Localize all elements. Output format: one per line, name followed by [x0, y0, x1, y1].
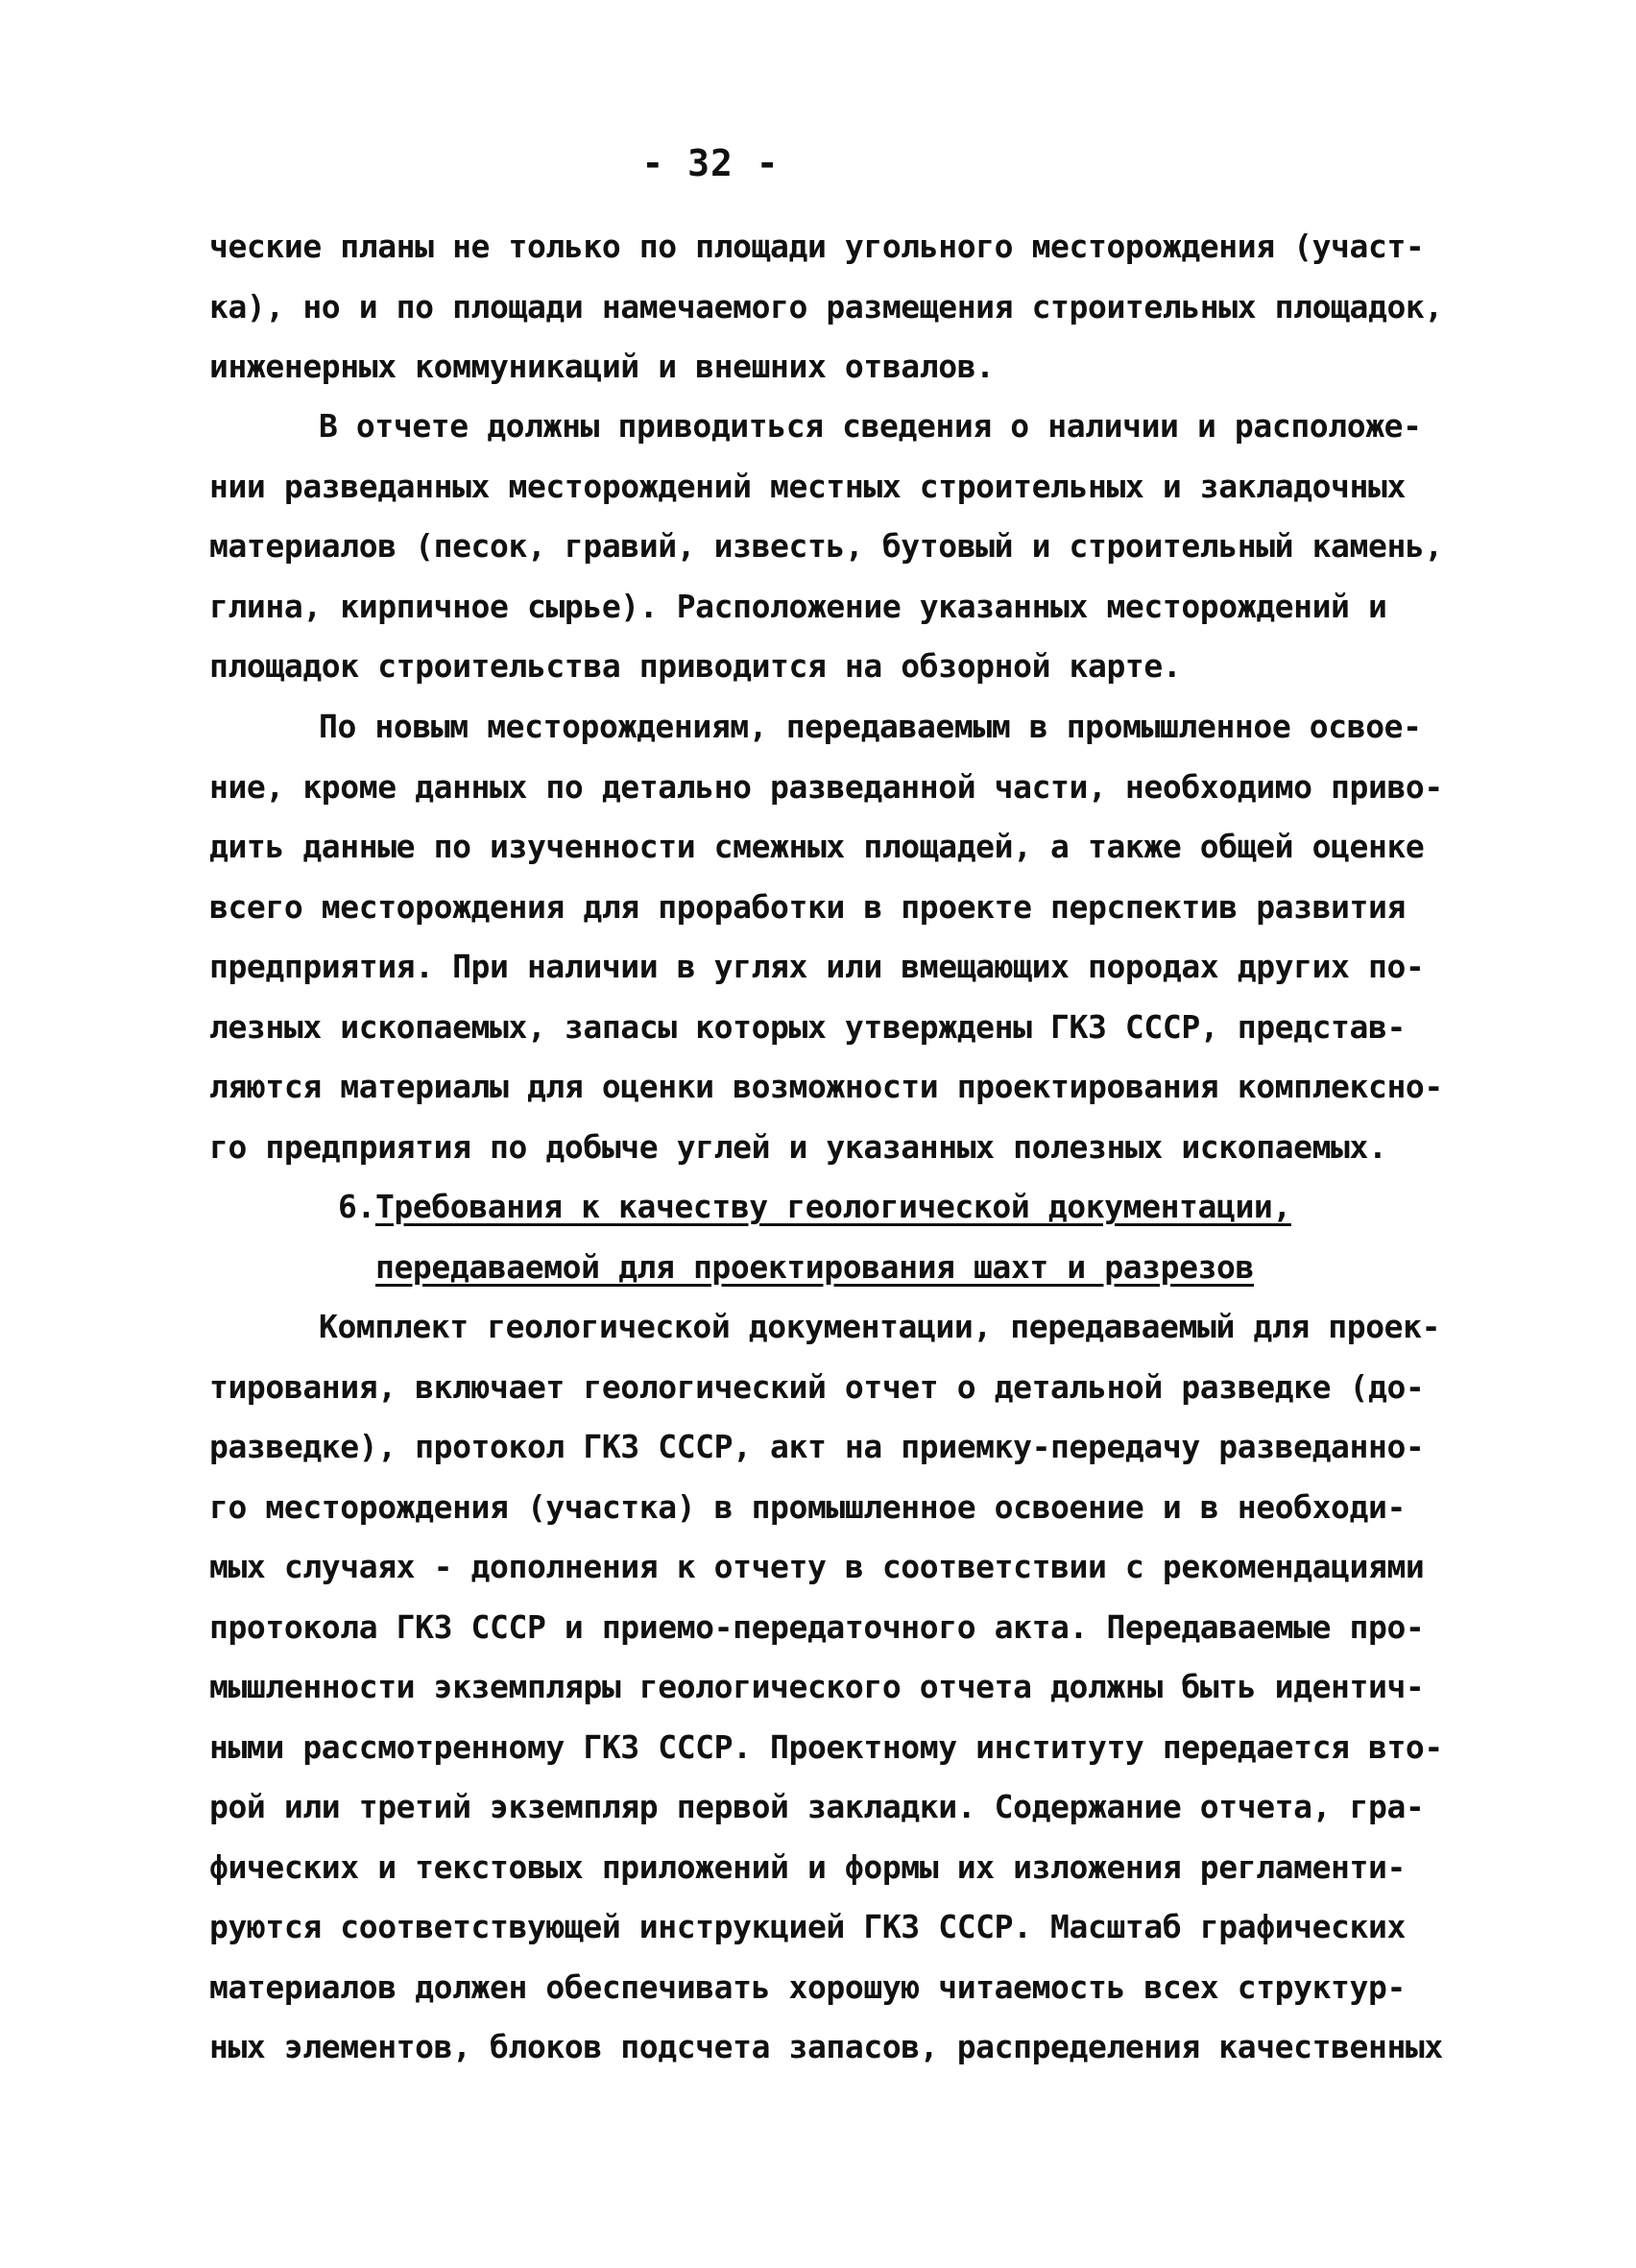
text-line: ляются материалы для оценки возможности проектирования комплексно- — [209, 1068, 1443, 1105]
text-line: руются соответствующей инструкцией ГКЗ СССР. Масштаб графических — [209, 1908, 1406, 1945]
section-heading — [209, 1177, 1448, 1297]
text-line: го месторождения (участка) в промышленное освоение и в необходи- — [209, 1487, 1406, 1526]
text-line: материалов (песок, гравий, известь, бутовый и строительный камень, — [209, 527, 1443, 565]
text-line: лезных ископаемых, запасы которых утверждены ГКЗ СССР, представ- — [209, 1007, 1406, 1046]
text-line: предприятия. При наличии в углях или вмещающих породах других по- — [209, 948, 1425, 985]
text-line: глина, кирпичное сырье). Расположение указанных месторождений и — [209, 587, 1387, 625]
paragraph-2 — [209, 397, 1448, 697]
text-line: протокола ГКЗ СССР и приемо-передаточного акта. Передаваемые про- — [209, 1607, 1425, 1646]
text-line: материалов должен обеспечивать хорошую читаемость всех структур- — [209, 1967, 1406, 2006]
paragraph-3 — [209, 697, 1448, 1177]
text-line: разведке), протокол ГКЗ СССР, акт на приемку-передачу разведанно- — [209, 1428, 1425, 1465]
paragraph-4 — [209, 1297, 1448, 2078]
text-line: В отчете должны приводиться сведения о наличии и расположе- — [319, 407, 1422, 445]
heading-title-part-1: Требования к качеству геологической документации, — [374, 1188, 1291, 1225]
text-line: инженерных коммуникаций и внешних отвалов. — [209, 348, 995, 385]
text-line: мых случаях - дополнения к отчету в соответствии с рекомендациями — [209, 1548, 1425, 1585]
text-line: нии разведанных месторождений местных строительных и закладочных — [209, 467, 1406, 505]
text-line: го предприятия по добыче углей и указанных полезных ископаемых. — [209, 1127, 1387, 1166]
paragraph-1 — [209, 217, 1448, 398]
text-line: ние, кроме данных по детально разведанной части, необходимо приво- — [209, 767, 1443, 806]
heading-line-2 — [209, 1238, 1448, 1298]
text-line: площадок строительства приводится на обзорной карте. — [209, 647, 1182, 685]
text-line: Комплект геологической документации, передаваемый для проек- — [319, 1308, 1441, 1345]
text-line: фических и текстовых приложений и формы их изложения регламенти- — [209, 1847, 1406, 1886]
text-line: ных элементов, блоков подсчета запасов, распределения качественных — [209, 2028, 1443, 2065]
page-number: - 32 - — [641, 142, 780, 184]
text-line: мышленности экземпляры геологического отчета должны быть идентич- — [209, 1668, 1425, 1705]
text-line: дить данные по изученности смежных площадей, а также общей оценке — [209, 828, 1425, 865]
text-line: всего месторождения для проработки в проекте перспектив развития — [209, 887, 1406, 926]
text-line: ческие планы не только по площади угольного месторождения (участ- — [209, 228, 1425, 265]
text-line: ка), но и по площади намечаемого размещения строительных площадок, — [209, 287, 1443, 326]
heading-line-1 — [209, 1177, 1448, 1238]
text-line: рой или третий экземпляр первой закладки. Содержание отчета, гра- — [209, 1788, 1425, 1825]
text-line: тирования, включает геологический отчет о детальной разведке (до- — [209, 1367, 1425, 1406]
text-line: По новым месторождениям, передаваемым в промышленное освое- — [319, 708, 1422, 745]
text-line: ными рассмотренному ГКЗ СССР. Проектному институту передается вто- — [209, 1727, 1443, 1766]
heading-title-part-2: передаваемой для проектирования шахт и разрезов — [375, 1247, 1254, 1286]
heading-number: 6. — [338, 1188, 375, 1225]
